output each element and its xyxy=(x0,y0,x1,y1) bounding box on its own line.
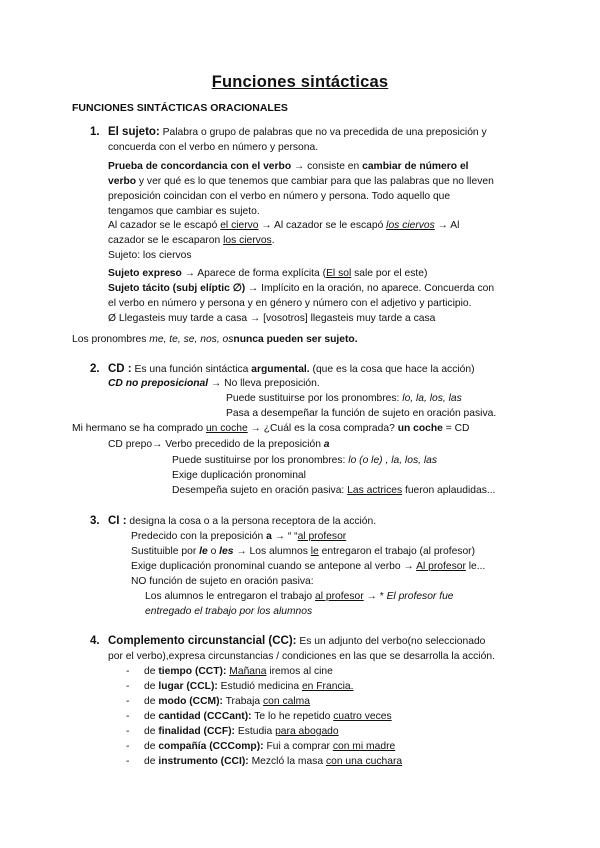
pronoun-note: Los pronombres me, te, se, nos, osnunca pueden ser sujeto. xyxy=(72,334,358,345)
list-item: - de compañía (CCComp): Fui a comprar con mi madre xyxy=(126,741,396,752)
cd-no-prep-line-2: Puede sustituirse por los pronombres: lo, la, los, las xyxy=(226,393,462,404)
section-subtitle: FUNCIONES SINTÁCTICAS ORACIONALES xyxy=(72,102,288,114)
cd-prep-line-2: Puede sustituirse por los pronombres: lo (o le) , la, los, las xyxy=(172,455,437,466)
section-1-heading: 1. El sujeto: xyxy=(90,126,160,138)
list-item: - de cantidad (CCCant): Te lo he repetido cuatro veces xyxy=(126,711,392,722)
ci-line-4: Exige duplicación pronominal cuando se antepone al verbo → Al profesor le... xyxy=(131,561,486,572)
example-line-1: Al cazador se le escapó el ciervo → Al cazador se le escapó los ciervos → Al xyxy=(108,220,460,231)
list-item: - de instrumento (CCI): Mezcló la masa con una cuchara xyxy=(126,756,403,767)
section-2-heading: 2. CD : xyxy=(90,363,132,375)
cd-prep-line-1: CD prepo→ Verbo precedido de la preposición a xyxy=(108,439,330,450)
cd-no-prep-line-1: CD no preposicional → No lleva preposición. xyxy=(108,378,320,389)
list-item: - de tiempo (CCT): Mañana iremos al cine xyxy=(126,666,333,677)
section-3-line-1: 3. CI : designa la cosa o a la persona receptora de la acción. xyxy=(90,515,377,527)
cd-prep-line-4: Desempeña sujeto en oración pasiva: Las actrices fueron aplaudidas... xyxy=(172,485,496,496)
ci-line-7: entregado el trabajo por los alumnos xyxy=(145,606,313,617)
ci-line-5: NO función de sujeto en oración pasiva: xyxy=(131,576,314,587)
example-subject: Sujeto: los ciervos xyxy=(108,250,192,261)
cc-line-2: por el verbo),expresa circunstancias / condiciones en las que se desarrolla la acción. xyxy=(108,651,495,662)
ci-line-3: Sustituible por le o les → Los alumnos le entregaron el trabajo (al profesor) xyxy=(131,546,476,557)
section-1-line-1: 1. El sujeto: Palabra o grupo de palabras que no va precedida de una preposición y xyxy=(90,126,487,138)
section-4-line-1: 4. Complemento circunstancial (CC): Es un adjunto del verbo(no seleccionado xyxy=(90,635,486,647)
section-4-heading: 4. Complemento circunstancial (CC): xyxy=(90,635,297,647)
section-1-line-2: concuerda con el verbo en número y persona. xyxy=(108,142,319,153)
explicit-subject: Sujeto expreso → Aparece de forma explícita (El sol sale por el este) xyxy=(108,268,428,279)
example-line-2: cazador se le escaparon los ciervos. xyxy=(108,235,275,246)
list-item: - de finalidad (CCF): Estudia para abogado xyxy=(126,726,339,737)
ci-line-2: Predecido con la preposición a → “ “al profesor xyxy=(131,531,347,542)
list-item: - de lugar (CCL): Estudió medicina en Francia. xyxy=(126,681,354,692)
concordance-test-line-3: preposición coincidan con el verbo en número y persona. Todo aquello que xyxy=(108,191,451,202)
concordance-test-line-1: Prueba de concordancia con el verbo → consiste en cambiar de número el xyxy=(108,161,469,172)
concordance-test-line-4: tengamos que cambiar es sujeto. xyxy=(108,206,260,217)
cd-example: Mi hermano se ha comprado un coche → ¿Cuál es la cosa comprada? un coche = CD xyxy=(72,423,470,434)
section-3-heading: 3. CI : xyxy=(90,515,127,527)
page-title: Funciones sintácticas xyxy=(211,73,389,91)
ci-line-6: Los alumnos le entregaron el trabajo al profesor → * El profesor fue xyxy=(145,591,454,602)
list-item: - de modo (CCM): Trabaja con calma xyxy=(126,696,310,707)
tacit-subject-line-2: el verbo en número y persona y en género y número con el adjetivo y participio. xyxy=(108,298,472,309)
cd-prep-line-3: Exige duplicación pronominal xyxy=(172,470,306,481)
section-2-line-1: 2. CD : Es una función sintáctica argumental. (que es la cosa que hace la acción) xyxy=(90,363,475,375)
tacit-subject-line-3: Ø Llegasteis muy tarde a casa → [vosotros] llegasteis muy tarde a casa xyxy=(108,313,436,324)
tacit-subject-line-1: Sujeto tácito (subj elíptic ∅) → Implícito en la oración, no aparece. Concuerda con xyxy=(108,283,495,294)
cd-no-prep-line-3: Pasa a desempeñar la función de sujeto en oración pasiva. xyxy=(226,408,497,419)
concordance-test-line-2: verbo y ver qué es lo que tenemos que cambiar para que las palabras que no lleven xyxy=(108,176,494,187)
